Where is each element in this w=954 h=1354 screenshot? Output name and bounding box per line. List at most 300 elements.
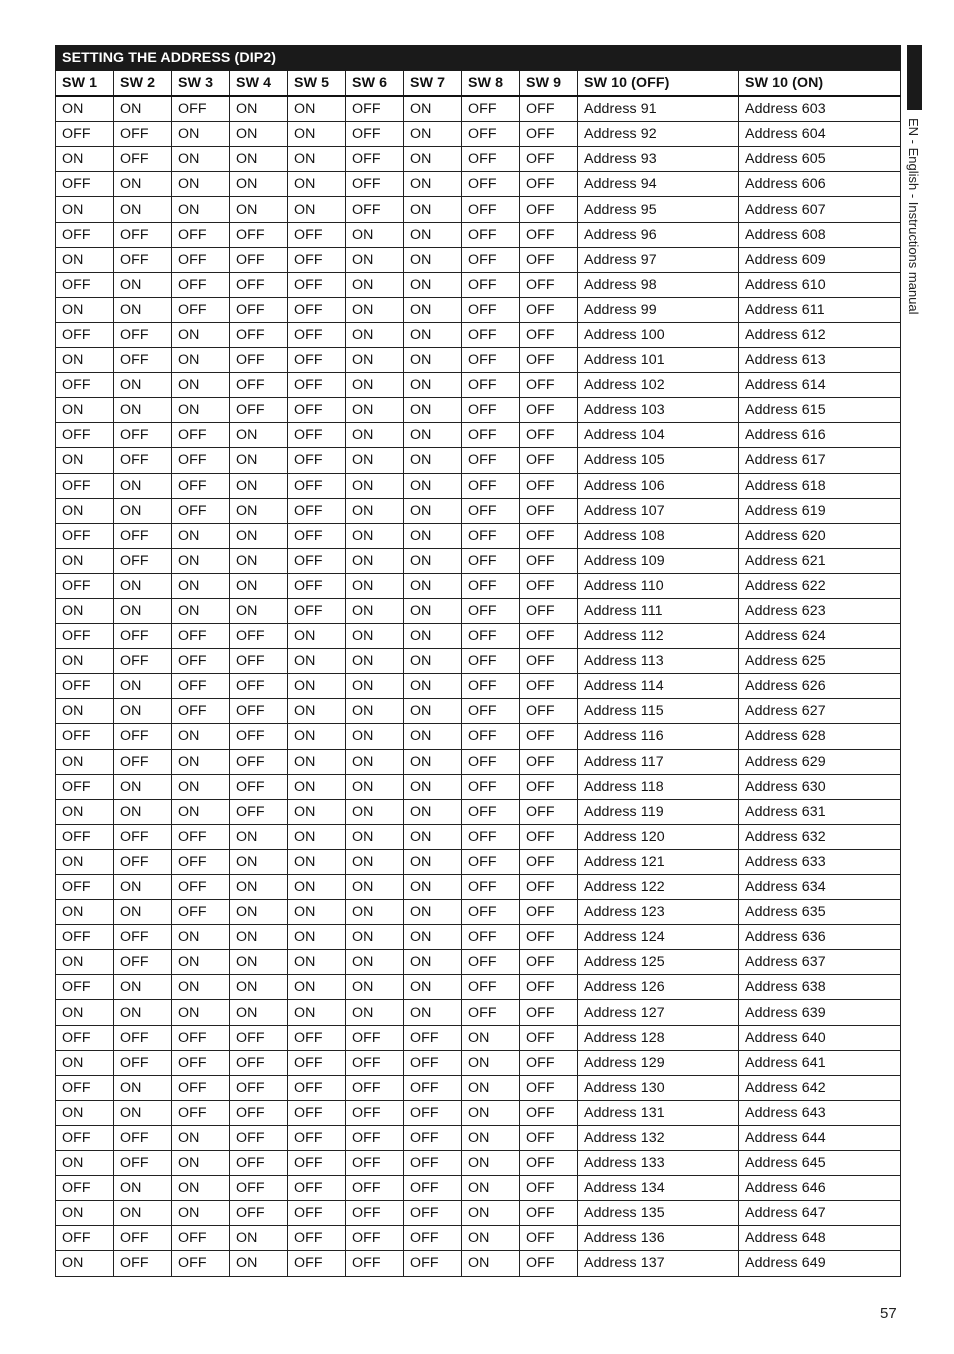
table-cell: OFF	[114, 423, 172, 448]
table-cell: ON	[404, 975, 462, 1000]
table-cell: OFF	[346, 1176, 404, 1201]
table-cell: ON	[114, 272, 172, 297]
table-cell: ON	[56, 548, 114, 573]
table-cell: OFF	[288, 598, 346, 623]
table-cell: OFF	[56, 1176, 114, 1201]
table-cell: OFF	[346, 1075, 404, 1100]
table-cell: ON	[346, 523, 404, 548]
table-cell: ON	[346, 624, 404, 649]
table-cell: OFF	[520, 1075, 578, 1100]
table-cell: Address 646	[739, 1176, 901, 1201]
table-row	[56, 197, 901, 222]
table-cell: ON	[346, 975, 404, 1000]
table-cell: ON	[172, 1125, 230, 1150]
table-row	[56, 950, 901, 975]
table-row	[56, 724, 901, 749]
table-cell: ON	[288, 975, 346, 1000]
table-cell: OFF	[172, 674, 230, 699]
table-row	[56, 900, 901, 925]
table-cell: Address 95	[578, 197, 739, 222]
table-cell: OFF	[462, 448, 520, 473]
table-cell: OFF	[520, 222, 578, 247]
table-cell: Address 120	[578, 824, 739, 849]
table-cell: ON	[172, 799, 230, 824]
table-cell: ON	[346, 498, 404, 523]
table-cell: OFF	[404, 1201, 462, 1226]
table-cell: ON	[346, 548, 404, 573]
table-cell: OFF	[56, 774, 114, 799]
table-cell: OFF	[288, 1050, 346, 1075]
table-cell: OFF	[404, 1226, 462, 1251]
table-cell: ON	[346, 573, 404, 598]
table-cell: ON	[172, 548, 230, 573]
table-row	[56, 674, 901, 699]
table-cell: ON	[56, 849, 114, 874]
table-cell: ON	[288, 1000, 346, 1025]
table-cell: OFF	[520, 1176, 578, 1201]
table-cell: ON	[404, 222, 462, 247]
table-cell: OFF	[172, 699, 230, 724]
table-cell: ON	[172, 122, 230, 147]
table-cell: ON	[462, 1025, 520, 1050]
table-row	[56, 1100, 901, 1125]
table-cell: ON	[56, 1000, 114, 1025]
table-cell: ON	[404, 573, 462, 598]
table-cell: ON	[404, 473, 462, 498]
table-cell: Address 133	[578, 1151, 739, 1176]
table-cell: OFF	[56, 423, 114, 448]
table-cell: OFF	[520, 824, 578, 849]
table-cell: OFF	[520, 1050, 578, 1075]
table-cell: OFF	[462, 799, 520, 824]
table-cell: Address 135	[578, 1201, 739, 1226]
table-cell: OFF	[56, 875, 114, 900]
table-cell: ON	[462, 1151, 520, 1176]
table-cell: ON	[230, 1251, 288, 1276]
table-cell: OFF	[56, 473, 114, 498]
table-cell: OFF	[520, 373, 578, 398]
table-cell: Address 124	[578, 925, 739, 950]
table-cell: ON	[346, 649, 404, 674]
table-cell: Address 627	[739, 699, 901, 724]
table-cell: OFF	[462, 774, 520, 799]
table-cell: ON	[114, 373, 172, 398]
table-cell: ON	[230, 975, 288, 1000]
table-cell: ON	[230, 1226, 288, 1251]
table-cell: OFF	[56, 1125, 114, 1150]
table-cell: OFF	[462, 925, 520, 950]
table-cell: ON	[114, 699, 172, 724]
table-row	[56, 548, 901, 573]
table-cell: ON	[346, 774, 404, 799]
table-cell: ON	[346, 247, 404, 272]
table-cell: OFF	[520, 297, 578, 322]
table-row	[56, 1226, 901, 1251]
table-cell: ON	[172, 172, 230, 197]
table-cell: OFF	[172, 247, 230, 272]
table-cell: OFF	[346, 1226, 404, 1251]
table-cell: Address 114	[578, 674, 739, 699]
table-cell: OFF	[288, 498, 346, 523]
table-cell: Address 621	[739, 548, 901, 573]
table-cell: OFF	[462, 724, 520, 749]
table-cell: Address 97	[578, 247, 739, 272]
table-cell: OFF	[520, 423, 578, 448]
table-cell: ON	[230, 849, 288, 874]
table-cell: OFF	[520, 774, 578, 799]
table-cell: OFF	[288, 398, 346, 423]
table-cell: OFF	[230, 297, 288, 322]
table-cell: ON	[114, 1000, 172, 1025]
table-row	[56, 498, 901, 523]
table-cell: Address 110	[578, 573, 739, 598]
table-cell: OFF	[462, 624, 520, 649]
table-cell: OFF	[520, 498, 578, 523]
table-cell: OFF	[520, 272, 578, 297]
table-cell: Address 129	[578, 1050, 739, 1075]
table-cell: ON	[172, 1176, 230, 1201]
table-cell: OFF	[520, 1201, 578, 1226]
table-row	[56, 1176, 901, 1201]
table-cell: ON	[404, 699, 462, 724]
table-cell: ON	[462, 1075, 520, 1100]
table-cell: ON	[172, 1201, 230, 1226]
table-cell: ON	[404, 950, 462, 975]
table-cell: ON	[172, 147, 230, 172]
table-cell: OFF	[520, 348, 578, 373]
table-cell: OFF	[404, 1025, 462, 1050]
table-row	[56, 96, 901, 122]
table-row	[56, 849, 901, 874]
table-cell: Address 607	[739, 197, 901, 222]
table-cell: ON	[288, 649, 346, 674]
table-cell: ON	[56, 247, 114, 272]
table-cell: OFF	[346, 1125, 404, 1150]
table-cell: OFF	[288, 373, 346, 398]
table-row	[56, 222, 901, 247]
table-cell: ON	[114, 473, 172, 498]
table-cell: ON	[114, 96, 172, 122]
table-cell: OFF	[56, 573, 114, 598]
column-header: SW 2	[114, 71, 172, 97]
table-cell: Address 608	[739, 222, 901, 247]
table-cell: ON	[230, 925, 288, 950]
table-cell: OFF	[346, 1025, 404, 1050]
table-cell: OFF	[56, 322, 114, 347]
table-cell: ON	[230, 548, 288, 573]
table-row	[56, 272, 901, 297]
table-cell: OFF	[114, 925, 172, 950]
table-cell: ON	[56, 749, 114, 774]
table-cell: OFF	[56, 373, 114, 398]
table-cell: OFF	[520, 398, 578, 423]
table-cell: Address 623	[739, 598, 901, 623]
table-cell: OFF	[172, 297, 230, 322]
table-cell: Address 96	[578, 222, 739, 247]
table-cell: OFF	[172, 1050, 230, 1075]
table-title: SETTING THE ADDRESS (DIP2)	[56, 46, 901, 71]
table-cell: OFF	[114, 247, 172, 272]
table-cell: OFF	[520, 950, 578, 975]
table-cell: ON	[114, 774, 172, 799]
table-cell: OFF	[520, 975, 578, 1000]
table-cell: OFF	[288, 272, 346, 297]
table-cell: ON	[114, 573, 172, 598]
table-cell: Address 618	[739, 473, 901, 498]
table-cell: OFF	[114, 649, 172, 674]
table-cell: ON	[346, 799, 404, 824]
table-cell: ON	[172, 348, 230, 373]
table-cell: OFF	[288, 1176, 346, 1201]
table-cell: Address 606	[739, 172, 901, 197]
table-cell: Address 98	[578, 272, 739, 297]
table-cell: OFF	[288, 1226, 346, 1251]
table-cell: ON	[172, 749, 230, 774]
table-cell: OFF	[462, 900, 520, 925]
table-cell: ON	[114, 498, 172, 523]
table-cell: OFF	[346, 1201, 404, 1226]
table-cell: OFF	[462, 824, 520, 849]
table-cell: OFF	[230, 699, 288, 724]
table-cell: ON	[114, 1100, 172, 1125]
table-cell: ON	[230, 122, 288, 147]
table-cell: OFF	[114, 222, 172, 247]
table-cell: Address 116	[578, 724, 739, 749]
table-cell: ON	[404, 1000, 462, 1025]
table-cell: OFF	[288, 1075, 346, 1100]
table-cell: ON	[346, 272, 404, 297]
table-cell: OFF	[346, 1251, 404, 1276]
table-cell: ON	[56, 598, 114, 623]
table-cell: ON	[230, 598, 288, 623]
table-cell: ON	[56, 799, 114, 824]
table-row	[56, 624, 901, 649]
table-cell: OFF	[172, 222, 230, 247]
table-cell: ON	[172, 724, 230, 749]
table-cell: ON	[346, 398, 404, 423]
table-cell: OFF	[230, 398, 288, 423]
table-cell: OFF	[346, 122, 404, 147]
column-header: SW 4	[230, 71, 288, 97]
table-cell: OFF	[520, 172, 578, 197]
table-cell: Address 603	[739, 96, 901, 122]
table-row	[56, 975, 901, 1000]
table-cell: OFF	[520, 247, 578, 272]
table-cell: Address 94	[578, 172, 739, 197]
table-cell: OFF	[172, 1075, 230, 1100]
table-cell: ON	[288, 824, 346, 849]
table-cell: ON	[404, 849, 462, 874]
table-cell: OFF	[230, 1025, 288, 1050]
table-cell: ON	[288, 624, 346, 649]
table-cell: OFF	[520, 448, 578, 473]
table-cell: ON	[462, 1176, 520, 1201]
table-cell: OFF	[230, 1125, 288, 1150]
table-cell: OFF	[172, 1025, 230, 1050]
table-cell: Address 647	[739, 1201, 901, 1226]
table-cell: OFF	[520, 699, 578, 724]
table-cell: OFF	[462, 222, 520, 247]
table-cell: OFF	[288, 322, 346, 347]
table-cell: ON	[114, 172, 172, 197]
table-cell: OFF	[462, 975, 520, 1000]
table-cell: OFF	[520, 322, 578, 347]
table-cell: OFF	[288, 1201, 346, 1226]
table-cell: ON	[288, 122, 346, 147]
table-cell: OFF	[114, 1151, 172, 1176]
table-cell: ON	[404, 147, 462, 172]
table-cell: Address 610	[739, 272, 901, 297]
table-cell: Address 104	[578, 423, 739, 448]
table-cell: ON	[404, 373, 462, 398]
table-cell: ON	[172, 950, 230, 975]
table-cell: OFF	[172, 423, 230, 448]
table-cell: Address 136	[578, 1226, 739, 1251]
table-cell: OFF	[172, 624, 230, 649]
table-cell: OFF	[288, 222, 346, 247]
table-cell: ON	[404, 322, 462, 347]
table-cell: OFF	[56, 624, 114, 649]
table-cell: ON	[404, 774, 462, 799]
table-cell: OFF	[520, 875, 578, 900]
table-cell: OFF	[462, 398, 520, 423]
table-cell: Address 118	[578, 774, 739, 799]
table-cell: ON	[404, 824, 462, 849]
table-cell: ON	[230, 498, 288, 523]
table-cell: Address 611	[739, 297, 901, 322]
table-cell: ON	[114, 297, 172, 322]
table-row	[56, 1050, 901, 1075]
table-cell: ON	[172, 925, 230, 950]
table-cell: OFF	[520, 122, 578, 147]
table-cell: Address 631	[739, 799, 901, 824]
column-header: SW 3	[172, 71, 230, 97]
table-cell: OFF	[56, 122, 114, 147]
table-cell: Address 604	[739, 122, 901, 147]
table-cell: ON	[56, 147, 114, 172]
table-cell: ON	[346, 322, 404, 347]
table-cell: OFF	[56, 925, 114, 950]
table-cell: OFF	[172, 498, 230, 523]
table-cell: OFF	[462, 373, 520, 398]
table-cell: OFF	[462, 172, 520, 197]
table-cell: OFF	[288, 548, 346, 573]
table-cell: ON	[346, 875, 404, 900]
table-cell: OFF	[230, 724, 288, 749]
table-cell: Address 615	[739, 398, 901, 423]
table-cell: Address 609	[739, 247, 901, 272]
table-cell: ON	[114, 398, 172, 423]
table-cell: OFF	[56, 975, 114, 1000]
table-cell: Address 632	[739, 824, 901, 849]
table-cell: OFF	[404, 1151, 462, 1176]
table-cell: ON	[404, 799, 462, 824]
table-cell: OFF	[230, 222, 288, 247]
table-cell: OFF	[288, 348, 346, 373]
table-cell: OFF	[346, 1100, 404, 1125]
table-cell: ON	[230, 96, 288, 122]
table-cell: ON	[230, 950, 288, 975]
table-row	[56, 1125, 901, 1150]
table-cell: ON	[346, 423, 404, 448]
table-cell: OFF	[288, 1100, 346, 1125]
table-cell: Address 612	[739, 322, 901, 347]
table-cell: OFF	[114, 950, 172, 975]
table-cell: ON	[172, 523, 230, 548]
table-cell: ON	[172, 573, 230, 598]
table-cell: ON	[404, 122, 462, 147]
table-cell: Address 128	[578, 1025, 739, 1050]
table-cell: OFF	[346, 96, 404, 122]
table-cell: OFF	[462, 573, 520, 598]
table-cell: OFF	[56, 674, 114, 699]
table-cell: ON	[56, 348, 114, 373]
table-cell: OFF	[462, 649, 520, 674]
table-cell: OFF	[230, 1176, 288, 1201]
column-header: SW 10 (OFF)	[578, 71, 739, 97]
table-cell: ON	[288, 197, 346, 222]
table-cell: OFF	[520, 598, 578, 623]
table-cell: OFF	[288, 297, 346, 322]
table-cell: ON	[56, 498, 114, 523]
table-cell: Address 100	[578, 322, 739, 347]
table-cell: OFF	[520, 925, 578, 950]
table-cell: OFF	[462, 322, 520, 347]
table-cell: OFF	[520, 674, 578, 699]
table-cell: Address 102	[578, 373, 739, 398]
table-cell: OFF	[520, 624, 578, 649]
table-row	[56, 398, 901, 423]
table-cell: ON	[114, 1075, 172, 1100]
table-cell: OFF	[288, 448, 346, 473]
table-cell: ON	[288, 925, 346, 950]
table-cell: Address 626	[739, 674, 901, 699]
table-cell: ON	[346, 473, 404, 498]
table-cell: OFF	[462, 498, 520, 523]
table-cell: Address 99	[578, 297, 739, 322]
table-cell: ON	[56, 1100, 114, 1125]
table-cell: OFF	[172, 875, 230, 900]
table-cell: Address 642	[739, 1075, 901, 1100]
table-cell: ON	[404, 348, 462, 373]
table-cell: ON	[56, 398, 114, 423]
table-body	[56, 96, 901, 1276]
table-cell: ON	[230, 1000, 288, 1025]
table-cell: OFF	[404, 1176, 462, 1201]
table-cell: OFF	[230, 322, 288, 347]
table-cell: Address 119	[578, 799, 739, 824]
dip2-address-table	[55, 45, 901, 1277]
table-cell: Address 132	[578, 1125, 739, 1150]
table-cell: OFF	[114, 548, 172, 573]
table-row	[56, 1075, 901, 1100]
table-cell: Address 112	[578, 624, 739, 649]
table-cell: OFF	[520, 649, 578, 674]
table-cell: Address 634	[739, 875, 901, 900]
table-cell: ON	[172, 1151, 230, 1176]
table-cell: OFF	[114, 1226, 172, 1251]
table-cell: OFF	[404, 1075, 462, 1100]
table-cell: Address 605	[739, 147, 901, 172]
table-cell: ON	[404, 398, 462, 423]
table-cell: ON	[288, 950, 346, 975]
table-cell: Address 638	[739, 975, 901, 1000]
table-cell: ON	[288, 172, 346, 197]
table-cell: ON	[404, 172, 462, 197]
table-cell: OFF	[520, 96, 578, 122]
table-cell: Address 131	[578, 1100, 739, 1125]
table-cell: OFF	[230, 1075, 288, 1100]
